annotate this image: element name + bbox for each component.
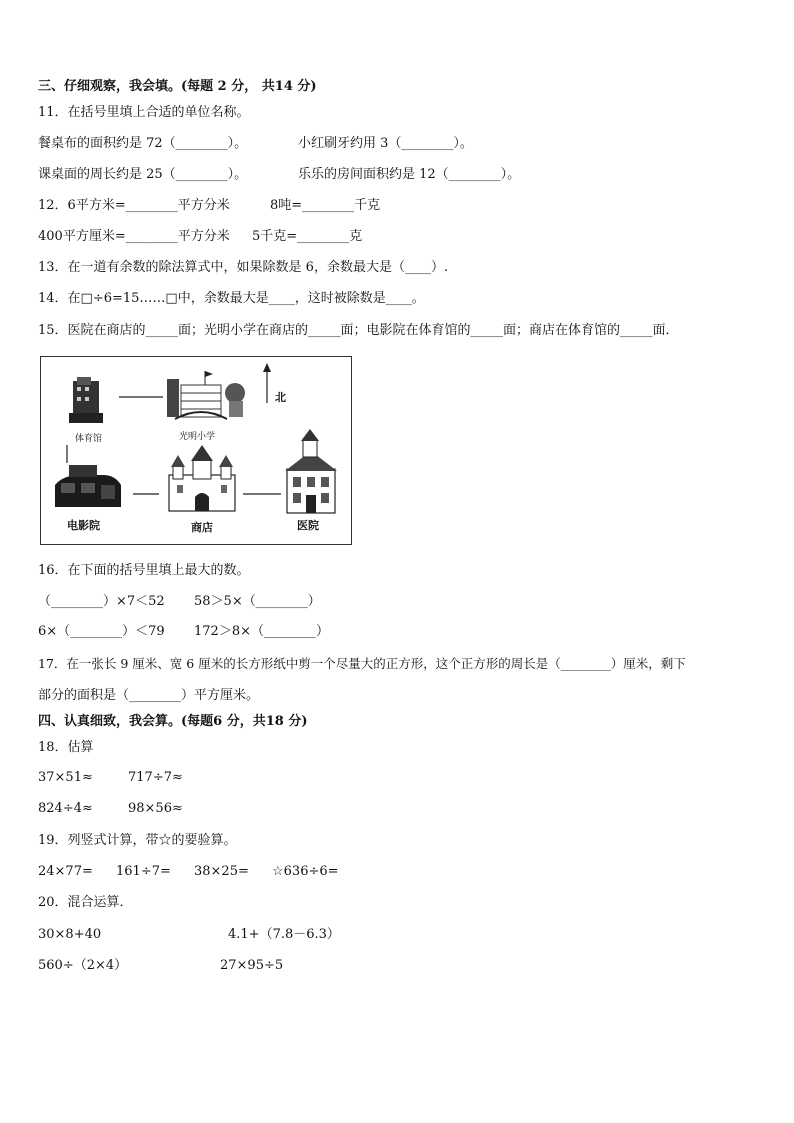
q11-toothpaste: 小红刷牙约用 3（________）。: [298, 136, 473, 151]
north-label: 北: [275, 391, 286, 404]
q17-line-1: 17．在一张长 9 厘米、宽 6 厘米的长方形纸中剪一个尽量大的正方形，这个正方形的周长是（________）厘米，剩下: [38, 656, 686, 671]
cinema-label: 电影院: [67, 519, 100, 532]
q12-a: 12．6平方米=________平方分米: [38, 198, 230, 213]
school-icon: [167, 371, 245, 419]
cinema-icon: [55, 465, 121, 507]
q18-d: 98×56≈: [128, 801, 183, 816]
q11-tablecloth: 餐桌布的面积约是 72（________）。: [38, 136, 248, 151]
q11-room-area: 乐乐的房间面积约是 12（________）。: [298, 167, 521, 182]
q11-desk-perimeter: 课桌面的周长约是 25（________）。: [38, 167, 248, 182]
location-map: [40, 356, 352, 545]
q19-e1: 24×77=: [38, 864, 93, 879]
hospital-icon: [285, 429, 337, 513]
q16-b: 58＞5×（________）: [194, 594, 321, 609]
section-3-title: 三、仔细观察，我会填。(每题 2 分， 共14 分): [38, 79, 317, 94]
q16-stem: 16．在下面的括号里填上最大的数。: [38, 563, 250, 578]
q16-c: 6×（________）＜79: [38, 624, 165, 639]
q15-text: 15．医院在商店的_____面；光明小学在商店的_____面；电影院在体育馆的_____面；商店在体育馆的_____面．: [38, 323, 679, 338]
q16-d: 172＞8×（________）: [194, 624, 329, 639]
q18-b: 717÷7≈: [128, 770, 183, 785]
q20-b: 4.1+（7.8－6.3）: [228, 927, 340, 942]
q12-c: 400平方厘米=________平方分米: [38, 229, 230, 244]
q18-c: 824÷4≈: [38, 801, 93, 816]
gym-label: 体育馆: [75, 434, 103, 444]
north-arrow-icon: [263, 363, 271, 372]
section-4-title: 四、认真细致，我会算。(每题6 分，共18 分): [38, 714, 308, 729]
q13-text: 13．在一道有余数的除法算式中，如果除数是 6，余数最大是（____）.: [38, 260, 449, 275]
q20-stem: 20．混合运算．: [38, 895, 133, 910]
q20-d: 27×95÷5: [220, 958, 284, 973]
q20-a: 30×8+40: [38, 927, 102, 942]
q19-e2: 161÷7=: [116, 864, 171, 879]
gym-icon: [69, 377, 103, 423]
q18-a: 37×51≈: [38, 770, 93, 785]
q18-stem: 18．估算: [38, 740, 94, 755]
q16-a: （________）×7＜52: [38, 594, 165, 609]
q14-text: 14．在□÷6=15……□中，余数最大是____，这时被除数是____。: [38, 291, 425, 306]
school-label: 光明小学: [179, 432, 216, 442]
q12-d: 5千克=________克: [252, 229, 363, 244]
q12-b: 8吨=________千克: [270, 198, 381, 213]
q11-stem: 11．在括号里填上合适的单位名称。: [38, 105, 250, 120]
q20-c: 560÷（2×4）: [38, 958, 128, 973]
store-icon: [169, 445, 235, 511]
q19-e3: 38×25=: [194, 864, 249, 879]
q19-e4: ☆636÷6=: [272, 864, 339, 879]
q17-line-2: 部分的面积是（________）平方厘米。: [38, 688, 260, 703]
store-label: 商店: [191, 521, 213, 534]
hospital-label: 医院: [297, 519, 319, 532]
q19-stem: 19．列竖式计算，带☆的要验算。: [38, 833, 237, 848]
